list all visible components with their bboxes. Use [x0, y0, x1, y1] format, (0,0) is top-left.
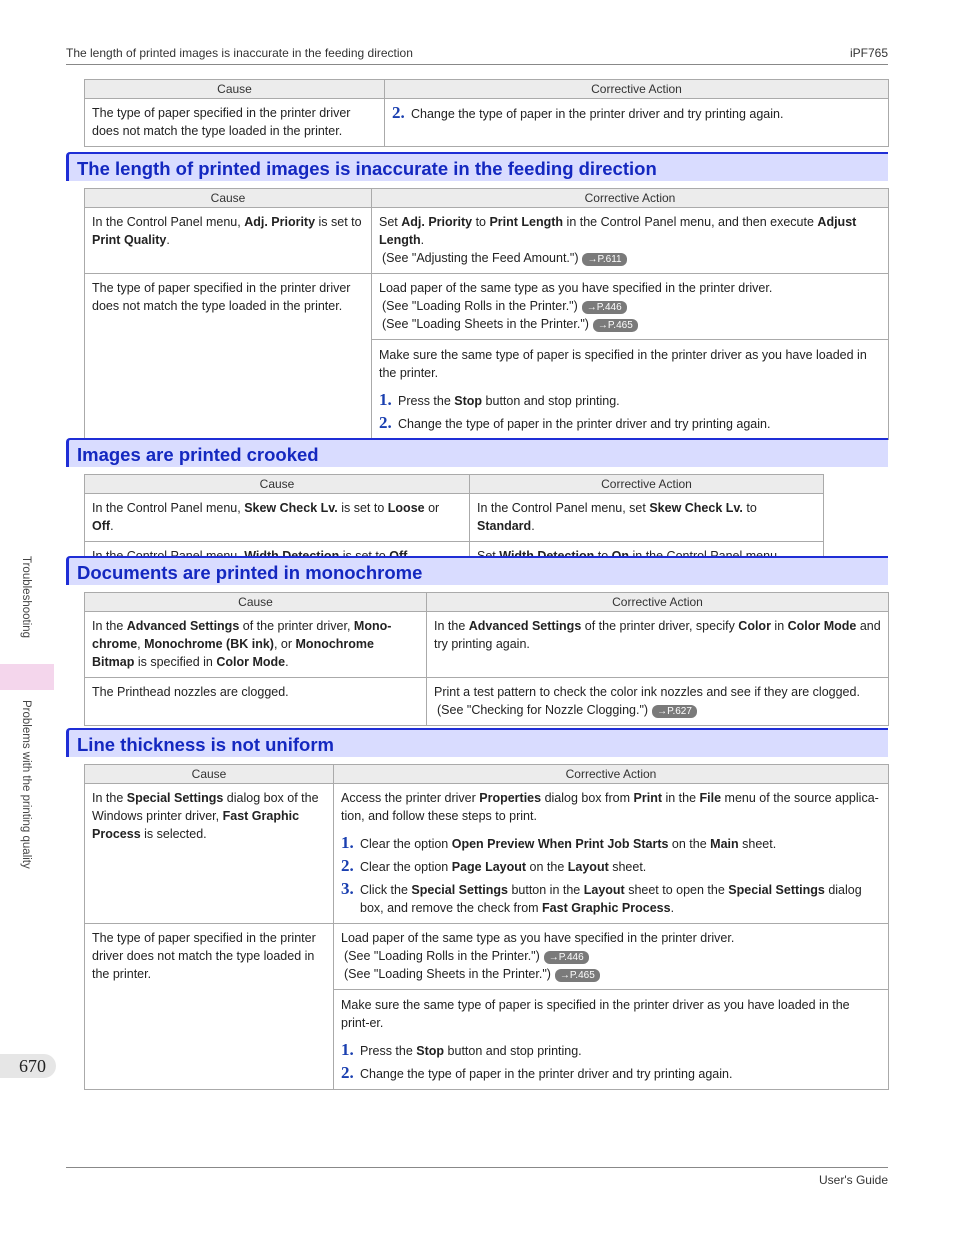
footer-rule — [66, 1167, 888, 1168]
cause-cell: The type of paper specified in the printer driver does not match the type loaded in the printer. — [85, 924, 334, 1090]
page-link[interactable]: →P.465 — [555, 969, 600, 982]
table-row — [85, 612, 889, 678]
table-row — [85, 784, 889, 924]
cross-reference: (See "Loading Sheets in the Printer.") →P.465 — [379, 315, 881, 333]
page-link[interactable]: →P.627 — [652, 705, 697, 718]
section-heading — [66, 728, 888, 757]
section-heading — [66, 438, 888, 467]
step-number: 2. — [392, 103, 405, 122]
section-title: Line thickness is not uniform — [77, 734, 334, 755]
cause-cell: The Printhead nozzles are clogged. — [85, 678, 427, 726]
cause-cell: In the Control Panel menu, Adj. Priority is set to Print Quality. — [85, 208, 372, 274]
table-row — [85, 274, 889, 440]
action-cell: Print a test pattern to check the color ink nozzles and see if they are clogged. (See "Checking for Nozzle Clogging.") →P.627 — [427, 678, 889, 726]
section-title: Images are printed crooked — [77, 444, 319, 465]
section-title: Documents are printed in monochrome — [77, 562, 423, 583]
page-number: 670 — [0, 1054, 56, 1078]
troubleshooting-table — [84, 188, 889, 440]
cause-cell: The type of paper specified in the printer driver does not match the type loaded in the printer. — [85, 274, 372, 440]
running-header-model: iPF765 — [849, 46, 888, 60]
col-header-action: Corrective Action — [334, 765, 889, 784]
step-text: Change the type of paper in the printer driver and try printing again. — [411, 107, 784, 121]
action-cell: Load paper of the same type as you have specified in the printer driver. (See "Loading Rolls in the Printer.") →P.446 (See "Loading Sheets in the Printer.") →P.465 Make sure the same type of paper is specified in the printer driver as you have loaded in the printer. 1. Press the Stop button and stop printing. 2. Change the type of paper in the printer driver and try printing again. — [372, 274, 889, 440]
step-number: 2. — [341, 1063, 354, 1082]
running-header-title: The length of printed images is inaccurate in the feeding direction — [66, 46, 413, 60]
side-tab-section: Problems with the printing quality — [20, 700, 32, 869]
action-cell: Set Adj. Priority to Print Length in the Control Panel menu, and then execute Adjust Length. (See "Adjusting the Feed Amount.") →P.611 — [372, 208, 889, 274]
col-header-action: Corrective Action — [427, 593, 889, 612]
col-header-cause: Cause — [85, 189, 372, 208]
action-cell: In the Advanced Settings of the printer driver, specify Color in Color Mode and try printing again. — [427, 612, 889, 678]
cause-cell: In the Advanced Settings of the printer driver, Mono-chrome, Monochrome (BK ink), or Monochrome Bitmap is specified in Color Mode. — [85, 612, 427, 678]
action-cell: Load paper of the same type as you have specified in the printer driver. (See "Loading Rolls in the Printer.") →P.446 (See "Loading Sheets in the Printer.") →P.465 Make sure the same type of paper is specified in the printer driver as you have loaded in the print-er. 1. Press the Stop button and stop printing. 2. Change the type of paper in the printer driver and try printing again. — [334, 924, 889, 1090]
section-tab-marker — [0, 664, 54, 690]
cross-reference: (See "Loading Rolls in the Printer.") →P.446 — [341, 947, 881, 965]
section-heading — [66, 152, 888, 181]
table-row — [85, 208, 889, 274]
continued-table — [84, 79, 889, 147]
table-row — [85, 678, 889, 726]
cross-reference: (See "Adjusting the Feed Amount.") →P.611 — [379, 249, 881, 267]
section-heading — [66, 556, 888, 585]
action-cell: Access the printer driver Properties dialog box from Print in the File menu of the source applica-tion, and follow these steps to print. 1. Clear the option Open Preview When Print Job Starts on the Main sheet. 2. Clear the option Page Layout on the Layout sheet. 3. Click the Special Settings button in the Layout sheet to open the Special Settings dialog box, and remove the check from Fast Graphic Process. — [334, 784, 889, 924]
step-number: 2. — [379, 413, 392, 432]
table-row — [85, 494, 824, 542]
cause-cell: The type of paper specified in the printer driver does not match the type loaded in the printer. — [85, 99, 385, 147]
col-header-action: Corrective Action — [372, 189, 889, 208]
cross-reference: (See "Loading Sheets in the Printer.") →P.465 — [341, 965, 881, 983]
step-number: 1. — [341, 833, 354, 852]
col-header-cause: Cause — [85, 475, 470, 494]
col-header-action: Corrective Action — [385, 80, 889, 99]
action-cell — [385, 99, 889, 147]
table-row — [85, 99, 889, 147]
page-link[interactable]: →P.611 — [582, 253, 626, 266]
page-link[interactable]: →P.446 — [544, 951, 589, 964]
cross-reference: (See "Loading Rolls in the Printer.") →P.446 — [379, 297, 881, 315]
table-row — [85, 924, 889, 1090]
page-link[interactable]: →P.465 — [593, 319, 638, 332]
step-number: 1. — [341, 1040, 354, 1059]
step-number: 3. — [341, 879, 354, 898]
troubleshooting-table — [84, 764, 889, 1090]
troubleshooting-table — [84, 592, 889, 726]
col-header-cause: Cause — [85, 765, 334, 784]
step-number: 2. — [341, 856, 354, 875]
footer-guide-name: User's Guide — [819, 1173, 888, 1187]
header-rule — [66, 64, 888, 65]
cross-reference: (See "Checking for Nozzle Clogging.") →P.627 — [434, 701, 881, 719]
col-header-cause: Cause — [85, 80, 385, 99]
col-header-cause: Cause — [85, 593, 427, 612]
step-number: 1. — [379, 390, 392, 409]
cause-cell: In the Special Settings dialog box of the Windows printer driver, Fast Graphic Process is selected. — [85, 784, 334, 924]
col-header-action: Corrective Action — [470, 475, 824, 494]
cause-cell: In the Control Panel menu, Skew Check Lv. is set to Loose or Off. — [85, 494, 470, 542]
side-tab-chapter: Troubleshooting — [20, 556, 32, 639]
page-link[interactable]: →P.446 — [582, 301, 627, 314]
section-title: The length of printed images is inaccurate in the feeding direction — [77, 158, 657, 179]
action-cell: In the Control Panel menu, set Skew Check Lv. to Standard. — [470, 494, 824, 542]
